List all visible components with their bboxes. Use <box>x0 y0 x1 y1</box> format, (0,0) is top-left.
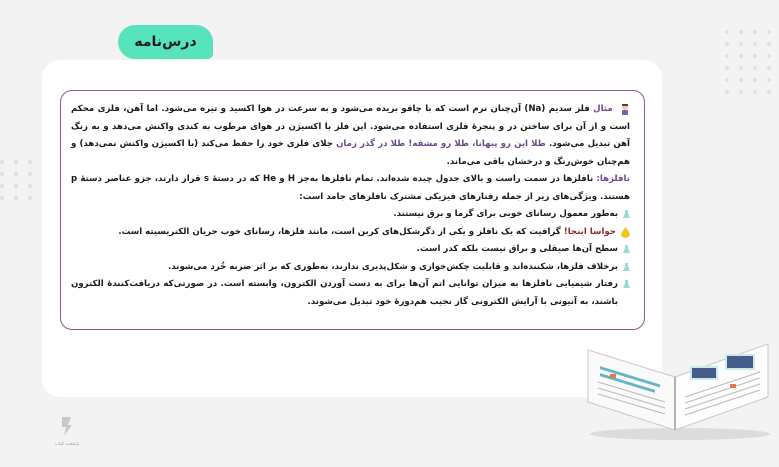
lesson-tab-header[interactable] <box>118 25 213 59</box>
brand-name: پاینتخت کتاب <box>54 442 80 447</box>
example-paragraph <box>71 101 630 171</box>
open-book-icon <box>580 322 775 442</box>
list-item <box>71 276 630 311</box>
careful-text: گرافیت که یک نافلز و یکی از دگرشکل‌های کربن است، مانند فلزها، رسانای خوب جریان الکتریسیته است. <box>118 226 561 237</box>
flask-icon <box>623 210 630 219</box>
careful-note <box>71 224 630 242</box>
decorative-dots-left <box>0 160 48 200</box>
careful-label: حواسا اینجا! <box>563 226 616 237</box>
bullet-text: برخلاف فلزها، شکننده‌اند و قابلیت چکش‌خواری و شکل‌پذیری ندارند، به‌طوری که بر اثر ضربه خُرد می‌شوند. <box>168 261 618 272</box>
gold-note: طلا این رو پیهانا، طلا رو مشقه! طلا در گذر زمان <box>336 139 546 149</box>
list-item <box>71 241 630 259</box>
flask-icon <box>623 280 630 289</box>
scientist-icon <box>620 103 630 115</box>
decorative-dots-right <box>725 30 773 94</box>
bullet-text: به‌طور معمول رسانای خوبی برای گرما و برق نیستند. <box>393 209 618 219</box>
lesson-box <box>60 90 645 330</box>
nonmetals-text: نافلزها در سمت راست و بالای جدول چیده شده‌اند. تمام نافلزها به‌جز H و He که در دستهٔ s قرار دارند، جزو عناصر دستهٔ p هستند. ویژگی‌های زیر از جمله رفتارهای فیزیکی مشترک نافلزهای جامد است: <box>71 174 630 202</box>
bullet-text: سطح آن‌ها صیقلی و براق نیست بلکه کدر است. <box>416 244 618 254</box>
drop-icon <box>621 227 630 238</box>
lesson-tab-title: درس‌نامه <box>134 34 197 50</box>
brand-logo <box>52 415 82 455</box>
list-item <box>71 259 630 277</box>
flask-icon <box>623 263 630 272</box>
list-item <box>71 206 630 224</box>
nonmetals-label: نافلزها: <box>596 174 631 184</box>
example-label: مثال <box>593 104 613 114</box>
flask-icon <box>623 245 630 254</box>
example-text: فلز سدیم (Na) آن‌چنان نرم است که با چاقو بریده می‌شود و به سرعت در هوا اکسید و تیره می‌شود. اما آهن، فلزی محکم است و از آن برای ساختن در و پنجرهٔ فلزی استفاده می‌شود. این فلز با اکسیژن در هوای مرطوب به کندی واکنش می‌دهد و به زنگ آهن تبدیل می‌شود. <box>71 104 631 149</box>
bullet-text: رفتار شیمیایی نافلزها به میزان توانایی اتم آن‌ها برای به دست آوردن الکترون، وابسته است. در صورتی‌که دریافت‌کنندهٔ الکترون باشند، به آنیونی با آرایش الکترونی گاز نجیب هم‌دورهٔ خود تبدیل می‌شوند. <box>71 279 618 307</box>
example-tail: جلای فلزی خود را حفظ می‌کند (با اکسیژن واکنش نمی‌دهد) و هم‌چنان خوش‌رنگ و درخشان باقی می‌ماند. <box>71 139 630 167</box>
logo-icon <box>59 415 75 437</box>
nonmetals-paragraph <box>71 171 630 206</box>
